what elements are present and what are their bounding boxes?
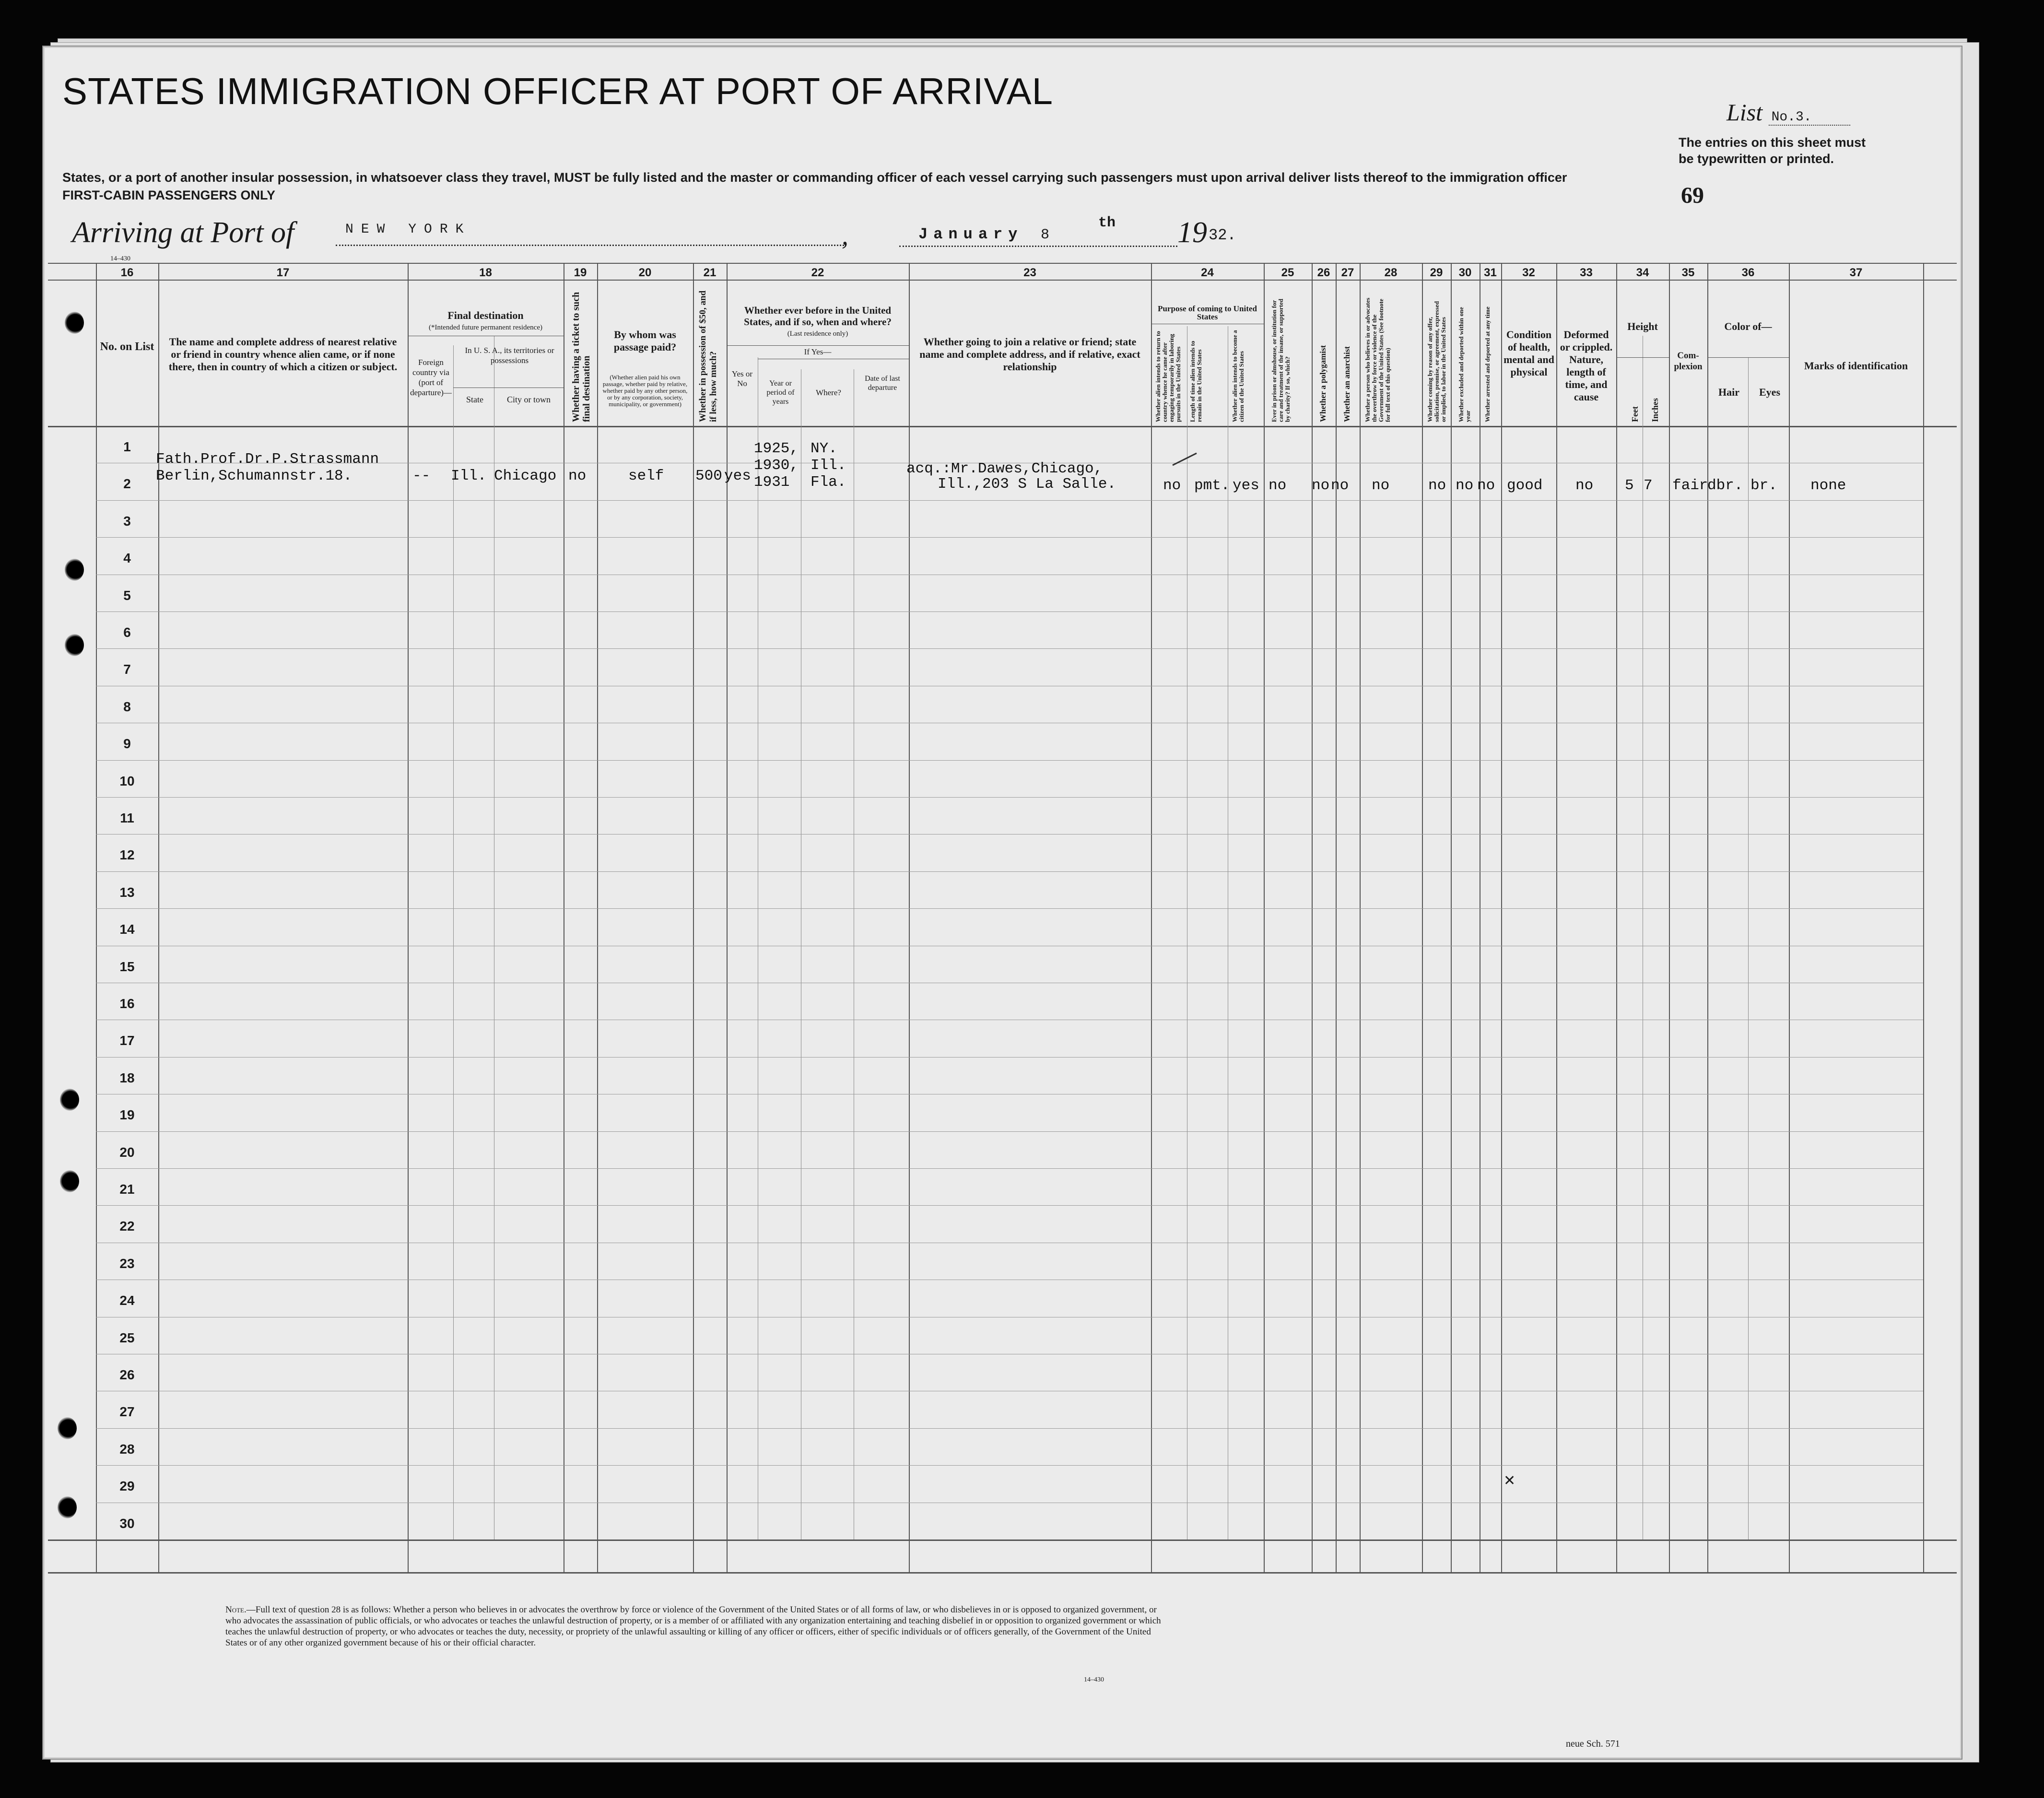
entry-citizen-intent: yes [1233,477,1259,494]
column-rule [1336,263,1337,1573]
heading-if-yes: If Yes— [804,347,832,356]
heading-join-relative: Whether going to join a relative or friend; state name and complete address, and if relative, exact relationship [919,336,1140,373]
colnum-21: 21 [703,266,717,279]
heading-prison: Ever in prison or almshouse, or institution for care and treatment of the insane, or supported by charity? If so, which? [1270,298,1291,422]
heading-inches: Inches [1650,398,1660,422]
heading-final-destination-sub: (*Intended future permanent residence) [429,324,542,331]
heading-complexion: Com-plexion [1674,351,1703,372]
heading-q31: Whether arrested and deported at any time [1484,306,1491,422]
entry-where-3: Fla. [811,474,846,491]
row-rule [96,1057,1923,1058]
colnum-32: 32 [1522,266,1535,279]
row-number: 18 [119,1070,135,1085]
table-bottom-rule [48,1539,1957,1541]
date-dotted-line [899,246,1177,247]
column-rule [1789,263,1790,1573]
entry-join-line2: Ill.,203 S La Salle. [938,476,1116,493]
entry-years-2: 1930, [754,457,799,474]
colnum-36: 36 [1741,266,1755,279]
column-rule [1501,263,1502,1573]
column-rule [1151,263,1152,1573]
binder-hole-icon [65,312,84,334]
row-number: 30 [119,1516,135,1531]
row-number: 16 [119,996,135,1011]
colnum-31: 31 [1484,266,1497,279]
heading-year-period: Year or period of years [766,379,795,406]
heading-no-on-list: No. on List [100,341,154,353]
colnum-27: 27 [1341,266,1354,279]
entry-years-1: 1925, [754,440,799,457]
footer-rule [48,1572,1957,1574]
row-rule [96,500,1923,501]
entry-ticket: no [568,468,587,484]
entry-prison: no [1269,477,1287,494]
row-number: 10 [119,774,135,788]
row-number: 22 [119,1219,135,1234]
heading-yes-or-no: Yes or No [731,369,753,388]
list-number-value: No.3. [1769,110,1850,126]
heading-nearest-relative: The name and complete address of nearest relative or friend in country whence alien came, or if none there, then in country of which a citizen or subject. [168,336,398,373]
row-number: 11 [120,811,134,825]
row-number: 27 [119,1404,135,1419]
column-rule [727,263,728,1573]
row-number: 12 [119,847,135,862]
comma-mark: , [842,221,848,251]
port-dotted-line [336,245,844,246]
typed-note-line1: The entries on this sheet must [1679,135,1866,150]
heading-purpose-citizen: Whether alien intends to become a citizen of the United States [1231,330,1245,422]
colnum-rule [48,280,1957,281]
colnum-26: 26 [1317,266,1330,279]
heading-foreign-country: Foreign country via (port of departure)— [410,358,452,397]
page-number: 69 [1681,183,1704,208]
typewritten-note [1679,134,1866,167]
entry-return-intent: no [1163,477,1181,494]
row-number: 21 [119,1182,135,1197]
typed-note-line2: be typewritten or printed. [1679,152,1834,166]
column-rule [693,263,694,1573]
column-rule [408,263,409,1573]
neue-sch-number: neue Sch. 571 [1566,1739,1620,1749]
port-of-arrival: NEW YORK [345,222,471,237]
column-rule [1264,263,1265,1573]
column-rule [1360,263,1361,1573]
row-number: 23 [119,1256,135,1271]
row-rule [96,648,1923,649]
row-number: 20 [119,1145,135,1160]
check-mark-icon [1170,451,1199,470]
sub-column-rule [453,345,454,1539]
heading-purpose: Purpose of coming to United States [1158,304,1257,321]
column-rule [597,263,598,1573]
arrival-day-suffix: th [1098,215,1116,231]
form-title: STATES IMMIGRATION OFFICER AT PORT OF ARRIVAL [62,70,1054,112]
heading-by-whom-sub: (Whether alien paid his own passage, whether paid by relative, whether paid by any other person, or by any corporation, society, municipality, or government) [602,374,688,408]
entry-anarchist: no [1331,477,1349,494]
entry-q30: no [1456,477,1474,494]
entry-passage-paid: self [628,468,664,484]
entry-where-1: NY. [811,440,837,457]
entry-feet: 5 [1625,477,1634,494]
footnote-text: —Full text of question 28 is as follows: Whether a person who believes in or advocates the overthrow by force or violence of the Government of the United States or of all forms of law, or who disbelieves in or is opposed to organized government, or who advocates the assassination of public officials, or who advocates or teaches the unlawful destruction of property, or is a member of or affiliated with any organization entertaining and teaching disbelief in or opposition to organized government or which teaches the unlawful destruction of property, or who advocates or teaches the duty, necessity, or propriety of the unlawful assaulting or killing of any officer or officers, either of specific individuals or of officers generally, of the Government of the United States or of any other organized government because of his or their official character. [225,1605,1161,1648]
header-bottom-rule [48,426,1957,427]
year-prefix-text: 19 [1177,216,1207,249]
heading-anarchist: Whether an anarchist [1342,346,1351,422]
heading-purpose-length: Length of time alien intends to remain in the United States [1189,341,1203,422]
row-number: 4 [123,551,131,565]
form-number-bottom: 14–430 [1084,1676,1104,1683]
colnum-35: 35 [1681,266,1695,279]
heading-feet: Feet [1630,406,1640,422]
row-number: 17 [119,1033,135,1048]
heading-q28: Whether a person who believes in or advocates the overthrow by force or violence of the Government of the United States (See footnote for full text of this question) [1364,297,1391,422]
entry-q31: no [1477,477,1495,494]
row-number: 29 [119,1479,135,1493]
sub-column-rule [1748,357,1749,1539]
colnum-24: 24 [1201,266,1214,279]
row-rule [96,1465,1923,1466]
row-rule [96,537,1923,538]
row-number: 6 [123,625,131,640]
colnum-30: 30 [1458,266,1472,279]
row-number: 14 [119,922,135,937]
column-rule [1312,263,1313,1573]
form-number-top: 14–430 [110,255,130,262]
colnum-37: 37 [1849,266,1863,279]
arrival-month: January [918,225,1023,243]
arrival-year: 32. [1209,226,1236,244]
entry-polygamist: no [1312,477,1330,494]
row-rule [96,908,1923,909]
arrival-day: 8 [1041,227,1050,243]
heading-by-whom: By whom was passage paid? [613,329,677,353]
heading-q30: Whether excluded and deported within one year [1457,307,1471,422]
binder-hole-icon [58,1496,77,1518]
row-rule [96,1168,1923,1169]
entry-hair: dbr. [1707,477,1743,494]
column-rule [1451,263,1452,1573]
column-rule [1616,263,1617,1573]
footnote-label: Note. [225,1605,247,1615]
entry-q29: no [1428,477,1446,494]
heading-condition: Condition of health, mental and physical [1504,329,1554,378]
column-rule [1422,263,1423,1573]
row-number: 7 [123,662,131,677]
colnum-29: 29 [1430,266,1443,279]
colnum-28: 28 [1384,266,1398,279]
entry-years-3: 1931 [754,474,790,491]
colnum-19: 19 [574,266,587,279]
table-top-rule [48,263,1957,264]
entry-foreign-country: -- [412,468,431,484]
heading-in-usa: In U. S. A., its territories or possessions [465,346,554,365]
entry-relative-line1: Fath.Prof.Dr.P.Strassmann [156,451,379,468]
heading-ever-before-sub: (Last residence only) [787,330,848,338]
heading-ever-before: Whether ever before in the United States, and if so, when and where? [744,305,892,328]
binder-hole-icon [65,559,84,581]
colnum-33: 33 [1580,266,1593,279]
entry-join-line1: acq.:Mr.Dawes,Chicago, [906,460,1103,477]
footnote-q28 [225,1604,1165,1648]
binder-hole-icon [60,1089,79,1111]
row-number: 19 [119,1107,135,1122]
column-rule [1556,263,1557,1573]
colnum-34: 34 [1636,266,1649,279]
colnum-16: 16 [120,266,134,279]
row-number: 3 [123,514,131,529]
heading-marks: Marks of identification [1804,360,1908,372]
binder-hole-icon [65,634,84,656]
entry-eyes: br. [1750,477,1777,494]
row-number: 8 [123,699,131,714]
column-rule [1707,263,1708,1573]
row-number: 5 [123,588,131,603]
year-prefix [1177,216,1207,250]
row-rule [96,797,1923,798]
sub-heading-rule [727,345,909,346]
heading-color-of: Color of— [1724,320,1772,332]
stray-mark-icon: ✕ [1504,1473,1516,1489]
row-number: 15 [119,959,135,974]
heading-state: State [466,395,483,404]
heading-polygamist: Whether a polygamist [1318,345,1327,422]
binder-hole-icon [60,1170,79,1192]
heading-deformed: Deformed or crippled. Nature, length of time, and cause [1560,329,1613,403]
heading-q29: Whether coming by reason of any offer, solicitation, promise, or agreement, expressed or implied, to labor in the United States [1426,301,1447,422]
sub-heading-rule [1616,357,1669,358]
row-number: 28 [119,1442,135,1457]
colnum-23: 23 [1023,266,1036,279]
colnum-25: 25 [1281,266,1294,279]
column-rule [909,263,910,1573]
entry-complexion: fair [1672,477,1708,494]
row-rule [96,1131,1923,1132]
colnum-17: 17 [276,266,290,279]
heading-purpose-return: Whether alien intends to return to country whence he came after engaging temporarily in laboring pursuits in the United States [1154,331,1182,422]
column-rule [1923,263,1924,1573]
form-instruction: States, or a port of another insular possession, in whatsoever class they travel, MUST be fully listed and the master or commanding officer of each vessel carrying such passengers must upon arrival deliver lists thereof to the immigration officer [62,170,1567,185]
entry-health: good [1507,477,1543,494]
row-rule [96,1205,1923,1206]
entry-state: Ill. [451,468,487,484]
row-number: 2 [123,476,131,491]
heading-possession-50: Whether in possession of $50, and if less, how much? [698,290,718,422]
row-number: 1 [123,439,131,454]
entry-length-of-stay: pmt. [1194,477,1230,494]
first-cabin-note: FIRST-CABIN PASSENGERS ONLY [62,188,276,202]
row-number: 9 [123,736,131,751]
heading-hair: Hair [1718,386,1739,398]
heading-ticket: Whether having a ticket to such final destination [571,292,592,422]
heading-where: Where? [816,388,841,397]
row-rule [96,611,1923,612]
colnum-18: 18 [479,266,492,279]
entry-deformed: no [1575,477,1594,494]
entry-marks: none [1810,477,1846,494]
entry-ever-before: yes [724,468,751,484]
heading-height: Height [1627,320,1658,332]
entry-inches: 7 [1644,477,1653,494]
column-rule [1669,263,1670,1573]
heading-eyes: Eyes [1759,386,1780,398]
list-number [1727,98,1850,126]
colnum-20: 20 [638,266,652,279]
row-number: 24 [119,1293,135,1308]
entry-where-2: Ill. [811,457,846,474]
arriving-label: Arriving at Port of [72,216,294,249]
row-rule [96,1428,1923,1429]
entry-relative-line2: Berlin,Schumannstr.18. [156,468,352,484]
row-number: 25 [119,1330,135,1345]
entry-city: Chicago [494,468,557,484]
heading-date-last-departure: Date of last departure [865,375,900,392]
sub-heading-rule [1707,357,1789,358]
entry-money: 500 [695,468,722,484]
entry-q28: no [1372,477,1390,494]
heading-city: City or town [506,395,551,404]
heading-final-destination: Final destination [447,309,524,321]
binder-hole-icon [58,1417,77,1439]
list-label: List [1727,99,1763,126]
colnum-22: 22 [811,266,824,279]
row-number: 13 [119,885,135,900]
row-rule [96,871,1923,872]
row-rule [96,760,1923,761]
row-number: 26 [119,1367,135,1382]
